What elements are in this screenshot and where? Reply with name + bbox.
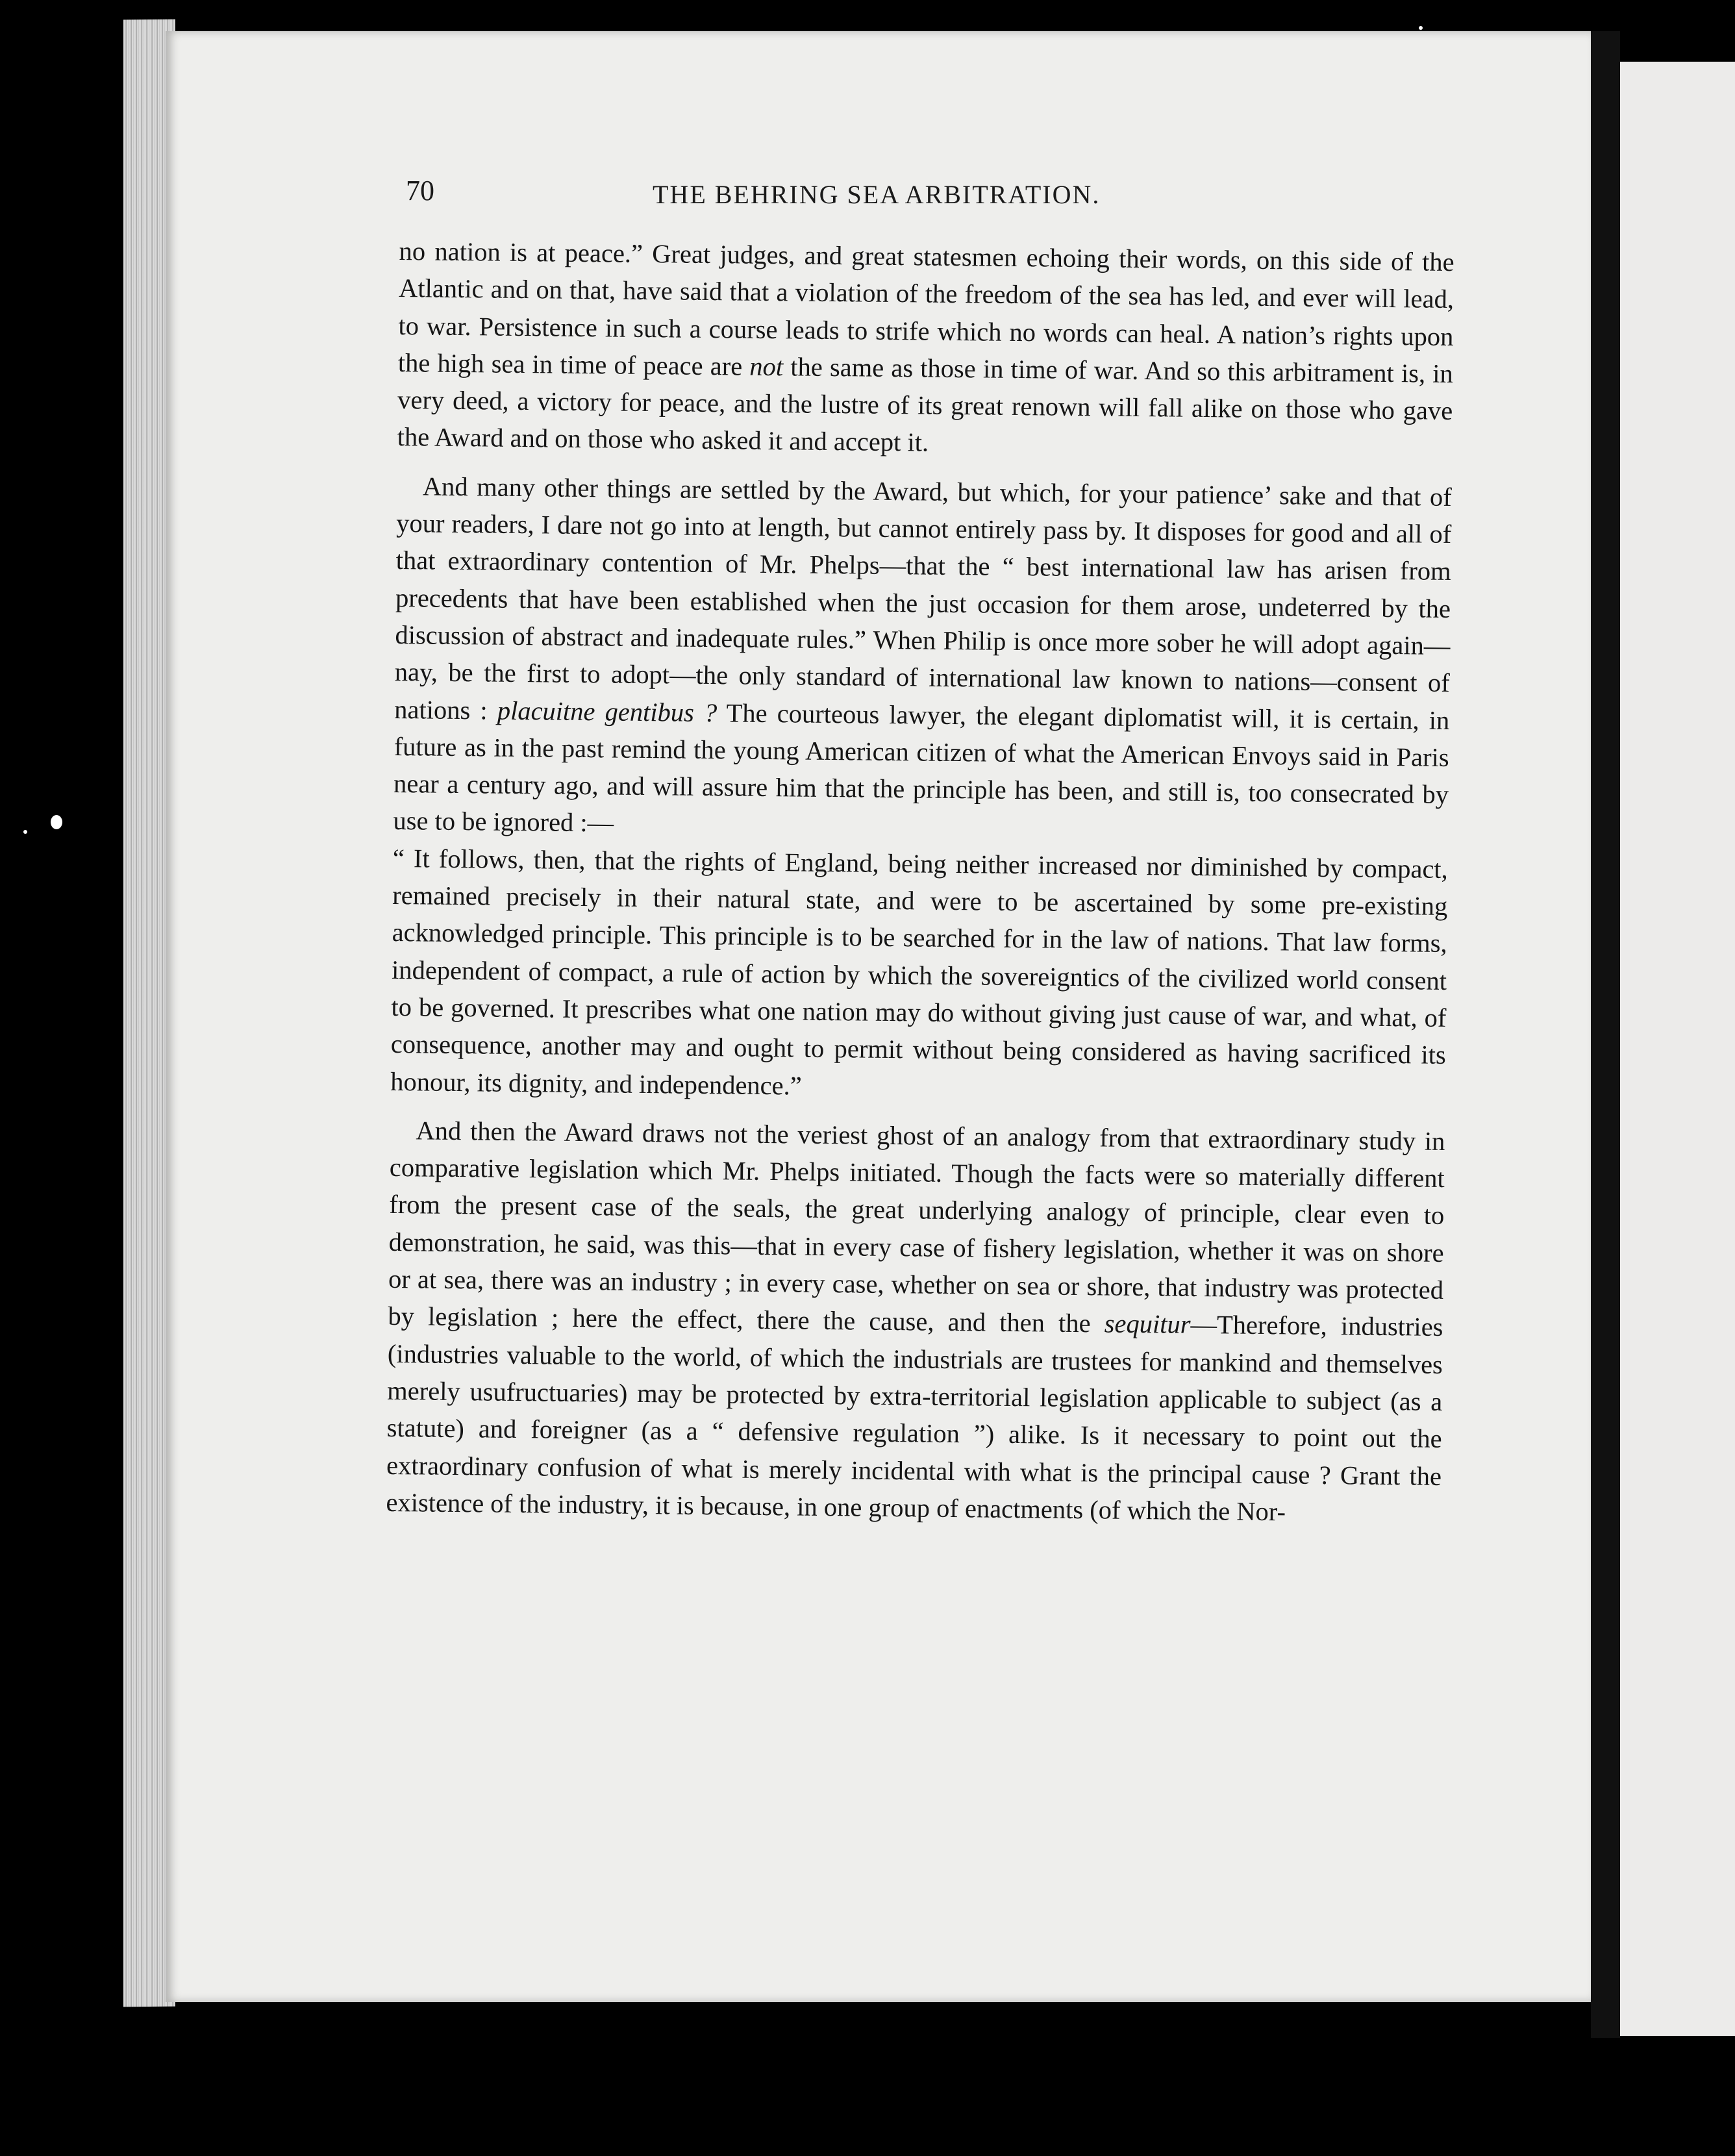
quoted-passage xyxy=(390,840,1448,1111)
page-gutter xyxy=(1591,31,1620,2038)
text-run: —Therefore, industries (industries valuable to the world, of which the industrials are trustees for mankind and themselves merely usufructuaries) may be protected by extra-territorial legislation applicable to subject (as a statute) and foreigner (as a “ defensive regulation ”) alike. Is it necessary to point out the extraordinary confusion of what is merely incidental with what is the principal cause ? Grant the existence of the industry, it is because, in one group of enactments (of which the Nor- xyxy=(386,1310,1443,1527)
italic-phrase: placuitne gentibus ? xyxy=(497,696,718,727)
scan-speck xyxy=(23,830,27,834)
scan-speck xyxy=(51,815,62,829)
page-number: 70 xyxy=(406,175,434,207)
body-text xyxy=(386,232,1454,1532)
text-run: The courteous lawyer, the elegant diplomatist will, it is certain, in future as in the past remind the young American citizen of what the American Envoys said in Paris near a century ago, and will assure him that the principle has been, and still is, too consecrated by use to be ignored :— xyxy=(393,697,1450,838)
text-run: And many other things are settled by the Award, but which, for your patience’ sake and that of your readers, I dare not go into at length, but cannot entirely pass by. It disposes for good and all of that extraordinary contention of Mr. Phelps—that the “ best international law has arisen from precedents that have been established when the just occasion for them arose, undeterred by the discussion of abstract and inadequate rules.” When Philip is once more sober he will adopt again—nay, be the first to adopt—the only standard of international law known to nations—consent of nations : xyxy=(394,471,1453,725)
italic-phrase: not xyxy=(749,351,784,382)
facing-page-edge xyxy=(1620,62,1735,2036)
scan-speck xyxy=(1419,26,1423,30)
text-run: “ It follows, then, that the rights of England, being neither increased nor diminished by compact, remained precisely in their natural state, and were to be ascertained by some pre-existing acknowledged principle. This principle is to be searched for in the law of nations. That law forms, independent of compact, a rule of action by which the sovereigntics of the civilized world consent to be governed. It prescribes what one nation may do without giving just cause of war, and what, of consequence, another may and ought to permit without being considered as having sacrificed its honour, its dignity, and independence.” xyxy=(390,843,1449,1101)
text-run: And then the Award draws not the veriest ghost of an analogy from that extraordinary study in comparative legislation which Mr. Phelps initiated. Though the facts were so materially different from the present case of the seals, the great underlying analogy of principle, clear even to demonstration, he said, was this—that in every case of fishery legislation, whether it was on shore or at sea, there was an industry ; in every case, whether on sea or shore, that industry was protected by legislation ; here the effect, there the cause, and then the xyxy=(388,1116,1445,1338)
paragraph-2 xyxy=(393,468,1452,851)
running-title: THE BEHRING SEA ARBITRATION. xyxy=(653,180,1101,209)
italic-phrase: sequitur xyxy=(1104,1309,1191,1340)
text-run: the same as those in time of war. And so this arbitrament is, in very deed, a victory for peace, and the lustre of its great renown will fall alike on those who gave the Award and on those who asked it and accept it. xyxy=(397,352,1454,458)
paragraph-1 xyxy=(397,232,1454,467)
text-run: no nation is at peace.” Great judges, and great statesmen echoing their words, on this side of the Atlantic and on that, have said that a violation of the freedom of the sea has led, and ever will lead, to war. Persistence in such a course leads to strife which no words can heal. A nation’s rights upon the high sea in time of peace are xyxy=(397,236,1454,381)
running-head xyxy=(406,174,1679,213)
paragraph-3 xyxy=(386,1112,1445,1532)
